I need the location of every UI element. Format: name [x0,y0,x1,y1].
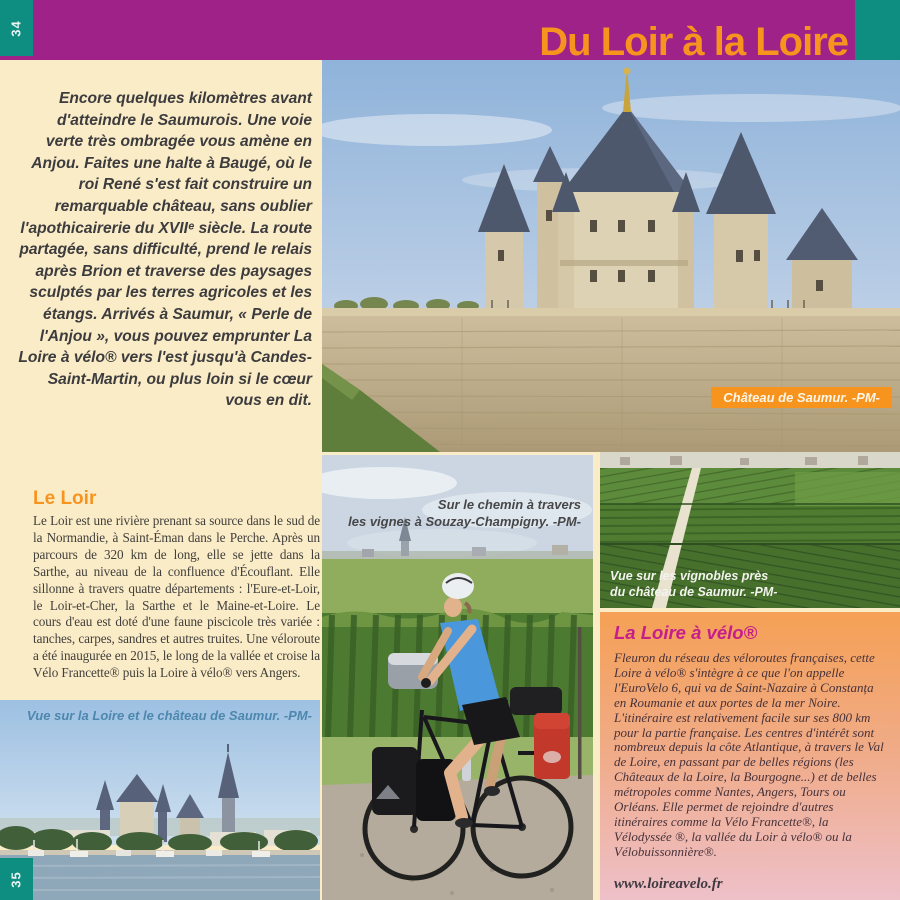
section-heading-le-loir: Le Loir [33,488,97,509]
photo-vineyards-aerial [600,452,900,608]
vineyards-caption-line1: Vue sur les vignobles près [610,569,769,583]
page-number-tab-34 [0,0,33,56]
photo-cyclist-souzay-champigny [322,455,593,900]
info-panel-body: Fleuron du réseau des véloroutes françaises, cette Loire à vélo® s'intègre à ce que l'on appelle l'EuroVelo 6, qui va de Saint-Nazaire à Constanța en Roumanie et aux portes de la mer Noire. L'itinéraire est relativement facile sur ses 800 km pour la partie française. Les centres d'intérêt sont nombreux depuis la côte Atlantique, à travers le Val de Loire, en passant par de belles régions (les Châteaux de la Loire, la Bourgogne...) et de belles métropoles comme Nantes, Angers, Tours ou Orléans. Elle permet de rejoindre d'autres itinéraires comme la Vélo Francette®, la Vélodyssée ®, la vallée du Loir à vélo® ou la Vélobuissonnière®. [614,650,884,859]
info-panel-heading: La Loire à vélo® [614,622,758,643]
corner-accent-square [855,0,900,60]
page-number-34: 34 [9,19,24,37]
chateau-caption: Château de Saumur. -PM- [711,387,892,408]
loire-view-illustration [0,700,320,900]
page-number-tab-35 [0,858,33,900]
page-title: Du Loir à la Loire [539,20,848,64]
photo-loire-view [0,700,320,900]
cyclist-caption [348,497,581,530]
intro-paragraph: Encore quelques kilomètres avant d'atteindre le Saumurois. Une voie verte très ombragée vous amène en Anjou. Faites une halte à Baugé, où le roi René s'est fait construire un remarquable château, sans oublier l'apothicairerie du XVIIᵉ siècle. La route partagée, sans difficulté, prend le relais après Brion et traverse des paysages sculptés par les terres agricoles et les étangs. Arrivés à Saumur, « Perle de l'Anjou », vous pouvez emprunter La Loire à vélo® vers l'est jusqu'à Candes-Saint-Martin, ou plus loin si le cœur vous en dit. [18,90,312,410]
info-panel-website: www.loireavelo.fr [614,875,723,892]
vineyards-caption [610,569,777,600]
le-loir-body: Le Loir est une rivière prenant sa source dans le sud de la Normandie, à Saint-Éman dans le Perche. Après un parcours de 320 km de long, elle se jette dans la Sarthe, au niveau de la confluence d'Écouflant. Elle sillonne à travers quatre départements : l'Eure-et-Loir, le Loir-et-Cher, la Sarthe et le Maine-et-Loire. Le cours d'eau est doté d'une faune piscicole très variée : tanches, carpes, sandres et autres truites. Une véloroute a été inaugurée en 2015, le long de la vallée et croise la Vélo Francette® puis la Loire à vélo® vers Angers. [33,513,320,681]
vineyards-caption-line2: du château de Saumur. -PM- [610,584,778,599]
cyclist-caption-line2: les vignes à Souzay-Champigny. -PM- [348,513,581,529]
info-panel-la-loire-a-velo [600,612,900,900]
loire-view-caption: Vue sur la Loire et le château de Saumur. -PM- [26,708,312,723]
page-number-35: 35 [9,870,24,888]
photo-chateau-de-saumur [322,60,900,452]
cyclist-caption-line1: Sur le chemin à travers [437,497,581,512]
